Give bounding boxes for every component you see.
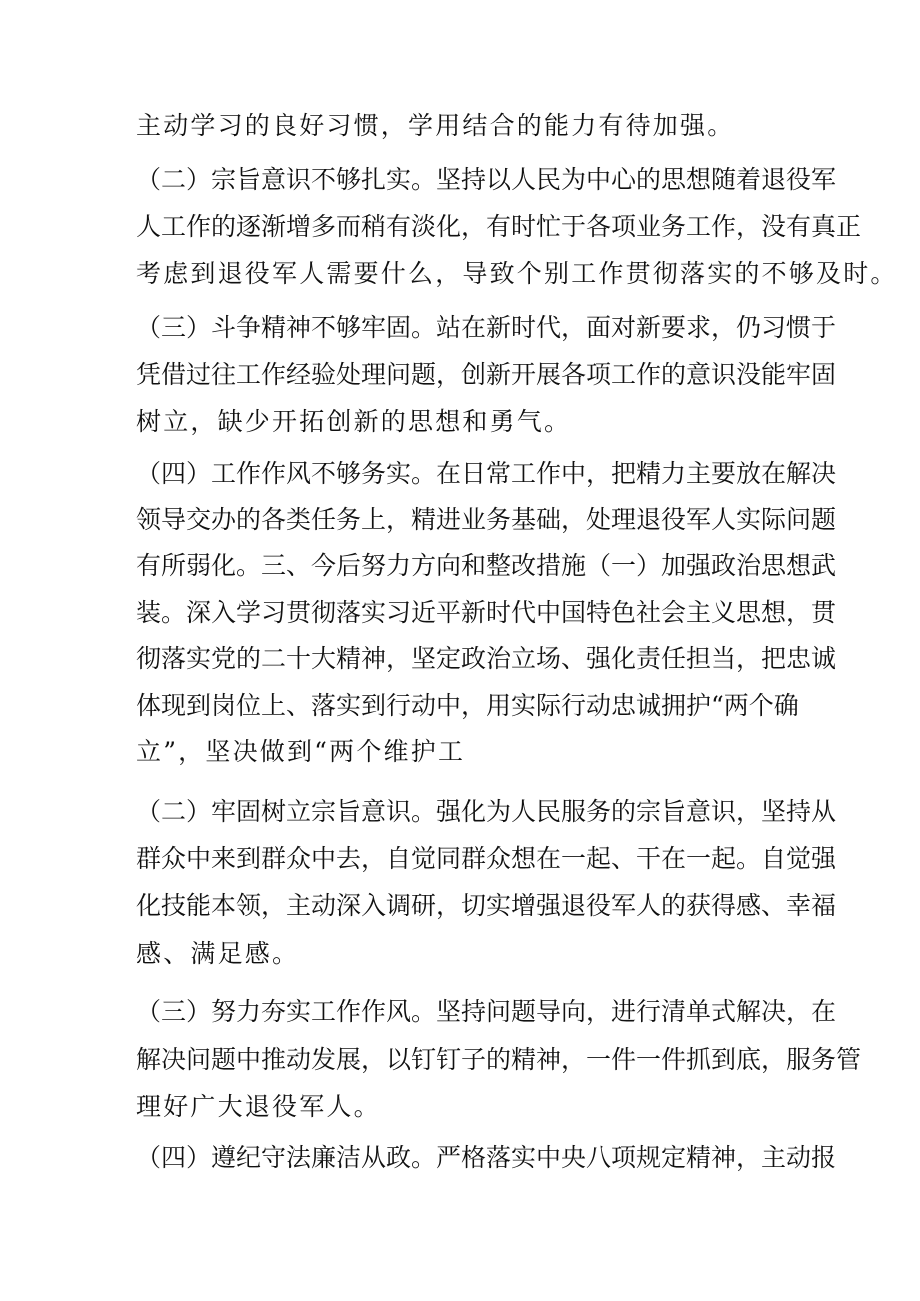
text-line: 装。深入学习贯彻落实习近平新时代中国特色社会主义思想，贯: [136, 598, 837, 627]
paragraph-heading-line: （四）工作作风不够务实。在日常工作中，把精力主要放在解决: [136, 459, 837, 488]
text-line: 彻落实党的二十大精神，坚定政治立场、强化责任担当，把忠诚: [136, 644, 837, 673]
text-line: 人工作的逐渐增多而稍有淡化，有时忙于各项业务工作，没有真正: [136, 212, 862, 241]
text-line: 有所弱化。三、今后努力方向和整改措施（一）加强政治思想武: [136, 551, 837, 580]
text-line: 化技能本领，主动深入调研，切实增强退役军人的获得感、幸福: [136, 891, 837, 920]
text-line: 解决问题中推动发展，以钉钉子的精神，一件一件抓到底，服务管: [136, 1045, 862, 1074]
text-line: 理好广大退役军人。: [136, 1092, 381, 1121]
paragraph-heading-line: （三）努力夯实工作作风。坚持问题导向，进行清单式解决，在: [136, 997, 837, 1026]
text-line: 感、满足感。: [136, 939, 300, 968]
paragraph-heading-line: （二）宗旨意识不够扎实。坚持以人民为中心的思想随着退役军: [136, 165, 837, 194]
text-line: 考虑到退役军人需要什么，导致个别工作贯彻落实的不够及时。: [136, 259, 898, 288]
text-line: 群众中来到群众中去，自觉同群众想在一起、干在一起。自觉强: [136, 844, 837, 873]
text-line: 立”，坚决做到“两个维护工: [136, 737, 466, 766]
paragraph-heading-line: （四）遵纪守法廉洁从政。严格落实中央八项规定精神，主动报: [136, 1143, 837, 1172]
text-line: 凭借过往工作经验处理问题，创新开展各项工作的意识没能牢固: [136, 360, 837, 389]
text-line: 体现到岗位上、落实到行动中，用实际行动忠诚拥护“两个确: [136, 691, 799, 720]
text-line: 树立，缺少开拓创新的思想和勇气。: [136, 407, 572, 436]
paragraph-heading-line: （二）牢固树立宗旨意识。强化为人民服务的宗旨意识，坚持从: [136, 797, 837, 826]
text-line: 领导交办的各类任务上，精进业务基础，处理退役军人实际问题: [136, 505, 837, 534]
text-line: 主动学习的良好习惯，学用结合的能力有待加强。: [136, 111, 735, 140]
paragraph-heading-line: （三）斗争精神不够牢固。站在新时代，面对新要求，仍习惯于: [136, 313, 837, 342]
